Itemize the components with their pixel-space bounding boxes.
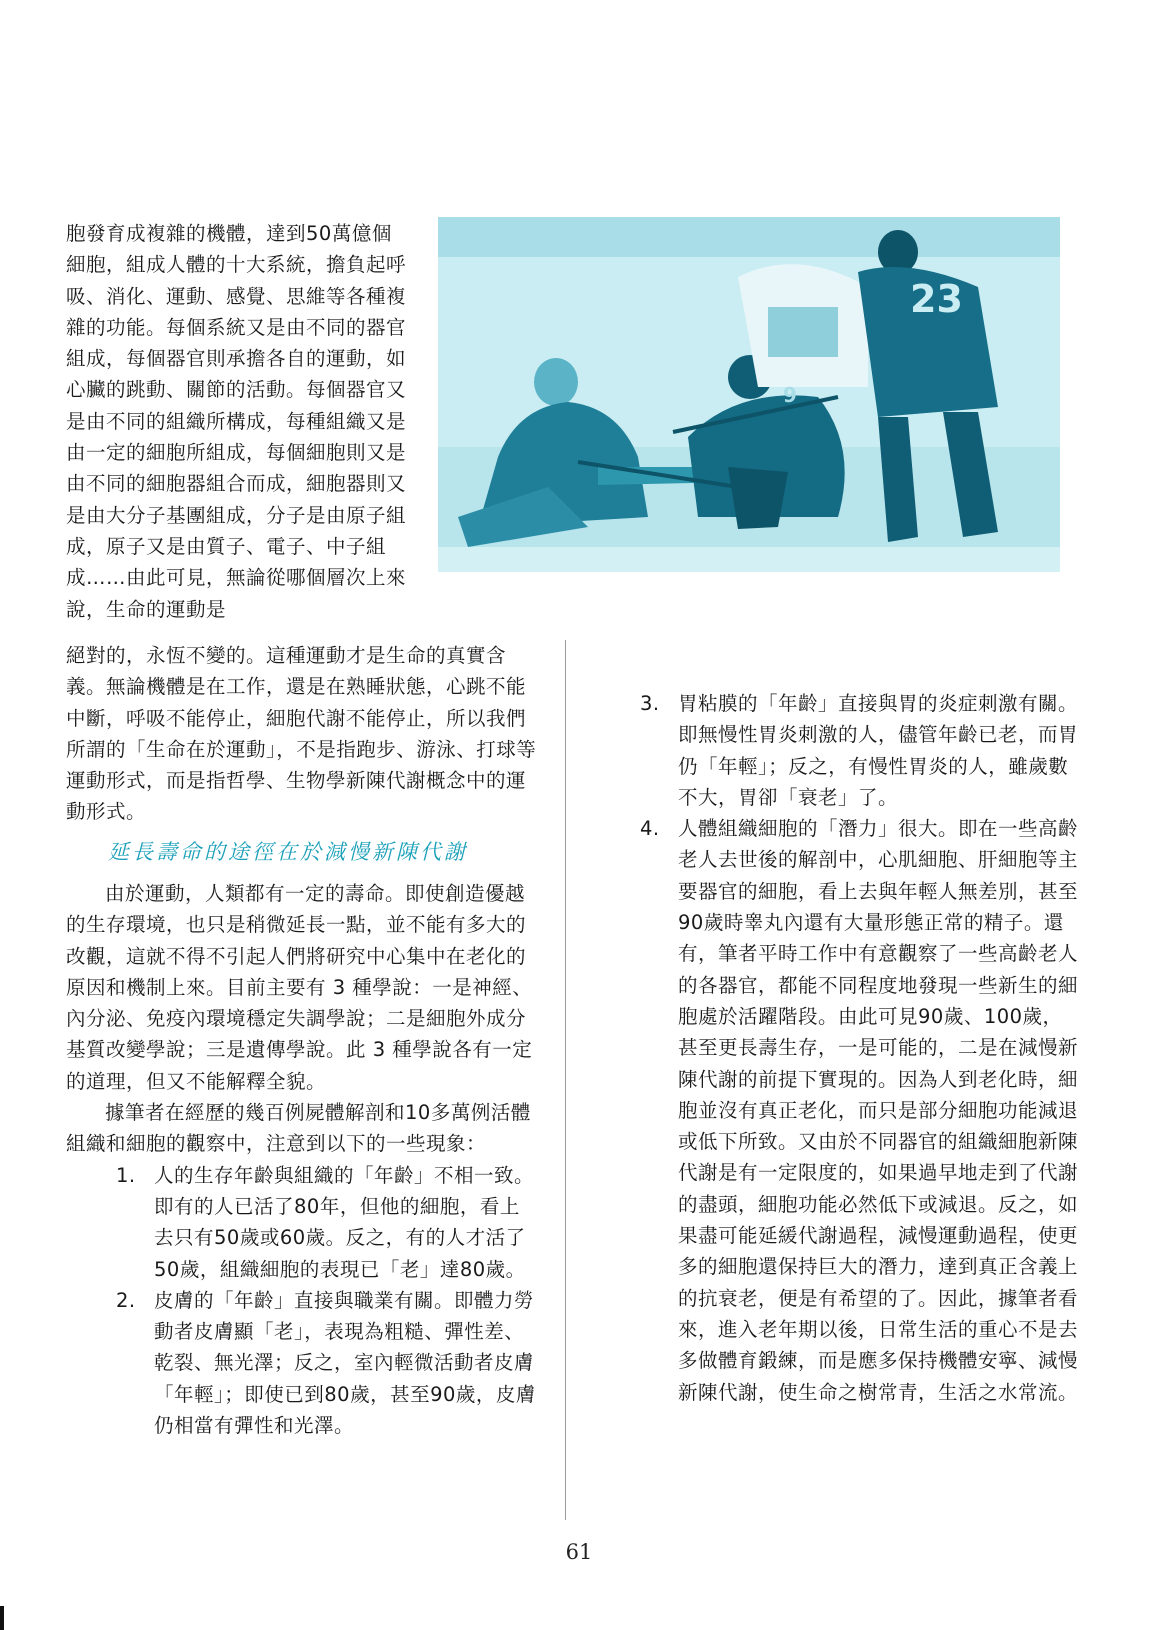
- list-item: [116, 1285, 538, 1441]
- observation-list-left: [116, 1160, 538, 1442]
- observation-list-right: [640, 688, 1078, 1408]
- intro-paragraph-wrapped: [66, 218, 406, 625]
- list-item-number: 4.: [640, 817, 660, 841]
- list-item: [116, 1160, 538, 1285]
- intro-text-part-1: 胞發育成複雜的機體，達到50萬億個細胞，組成人體的十大系統，擔負起呼吸、消化、運動、感覺、思維等各種複雜的功能。每個系統又是由不同的器官組成，每個器官則承擔各自的運動，如心臟的跳動、關節的活動。每個器官又是由不同的組織所構成，每種組織又是由一定的細胞所組成，每個細胞則又是由不同的細胞器組合而成，細胞器則又是由大分子基團組成，分子是由原子組成，原子又是由質子、電子、中子組成……由此可見，無論從哪個層次上來說，生命的運動是: [66, 222, 407, 621]
- list-item-text: 胃粘膜的「年齡」直接與胃的炎症刺激有關。即無慢性胃炎刺激的人，儘管年齡已老，而胃仍「年輕」；反之，有慢性胃炎的人，雖歲數不大，胃卻「衰老」了。: [678, 692, 1079, 809]
- intro-text-part-2: 絕對的，永恆不變的。這種運動才是生命的真實含義。無論機體是在工作，還是在熟睡狀態，心跳不能中斷，呼吸不能停止，細胞代謝不能停止，所以我們所謂的「生命在於運動」，不是指跑步、游泳、打球等運動形式，而是指哲學、生物學新陳代謝概念中的運動形式。: [66, 644, 537, 824]
- jersey-number-23: 23: [910, 277, 963, 321]
- paragraph-observations: 據筆者在經歷的幾百例屍體解剖和10多萬例活體組織和細胞的觀察中，注意到以下的一些現象：: [66, 1101, 531, 1156]
- paragraph-theories: 由於運動，人類都有一定的壽命。即使創造優越的生存環境，也只是稍微延長一點，並不能有多大的改觀，這就不得不引起人們將研究中心集中在老化的原因和機制上來。目前主要有 3 種學說：一是神經、內分泌、免疫內環境穩定失調學說；二是細胞外成分基質改變學說；三是遺傳學說。此 3 種學說各有一定的道理，但又不能解釋全貌。: [66, 882, 533, 1093]
- list-item-number: 3.: [640, 692, 660, 715]
- scan-edge-mark: [0, 1606, 4, 1630]
- section-heading: 延長壽命的途徑在於減慢新陳代謝: [108, 840, 468, 864]
- page-number: 61: [565, 1540, 593, 1564]
- list-item: [640, 688, 1078, 813]
- hockey-photo: [438, 217, 1060, 572]
- list-item-number: 2.: [116, 1288, 136, 1312]
- list-item-text: 皮膚的「年齡」直接與職業有關。即體力勞動者皮膚顯「老」，表現為粗糙、彈性差、乾裂、無光澤；反之，室內輕微活動者皮膚「年輕」；即使已到80歲，甚至90歲，皮膚仍相當有彈性和光澤。: [154, 1288, 536, 1438]
- list-item-number: 1.: [116, 1163, 136, 1187]
- column-divider: [565, 640, 566, 1520]
- left-column-body: [66, 878, 538, 1441]
- list-item-text: 人體組織細胞的「潛力」很大。即在一些高齡老人去世後的解剖中，心肌細胞、肝細胞等主要器官的細胞，看上去與年輕人無差別，甚至90歲時睾丸內還有大量形態正常的精子。還有，筆者平時工作中有意觀察了一些高齡老人的各器官，都能不同程度地發現一些新生的細胞處於活躍階段。由此可見90歲、100歲，甚至更長壽生存，一是可能的，二是在減慢新陳代謝的前提下實現的。因為人到老化時，細胞並沒有真正老化，而只是部分細胞功能減退或低下所致。又由於不同器官的組織細胞新陳代謝是有一定限度的，如果過早地走到了代謝的盡頭，細胞功能必然低下或減退。反之，如果盡可能延緩代謝過程，減慢運動過程，使更多的細胞還保持巨大的潛力，達到真正含義上的抗衰老，便是有希望的了。因此，據筆者看來，進入老年期以後，日常生活的重心不是去多做體育鍛練，而是應多保持機體安寧、減慢新陳代謝，使生命之樹常青，生活之水常流。: [678, 817, 1079, 1404]
- list-item: [640, 813, 1078, 1408]
- intro-paragraph-continued: [66, 640, 538, 828]
- list-item-text: 人的生存年齡與組織的「年齡」不相一致。即有的人已活了80年，但他的細胞，看上去只有50歲或60歲。反之，有的人才活了50歲，組織細胞的表現已「老」達80歲。: [154, 1163, 535, 1281]
- jersey-number-9: 9: [783, 383, 797, 407]
- right-column-body: [640, 688, 1078, 1408]
